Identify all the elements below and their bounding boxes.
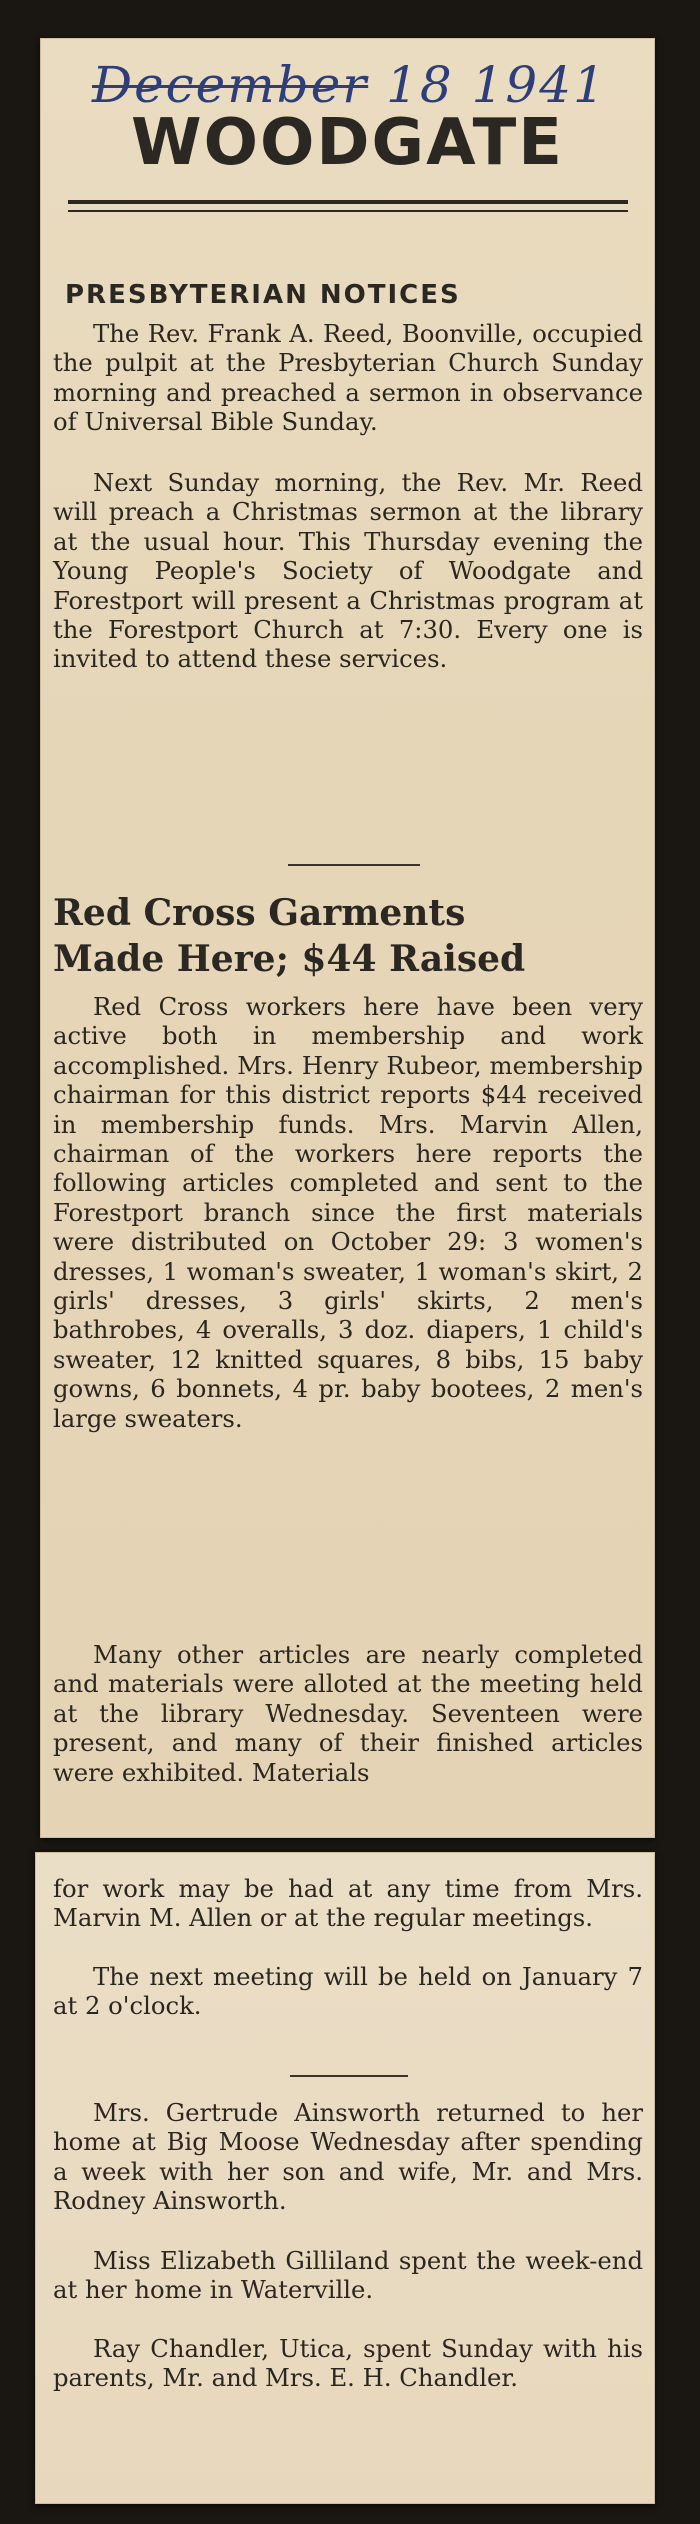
struck-month: December [92,56,369,114]
clipping-top [40,38,655,1838]
headline-line-2: Made Here; $44 Raised [53,938,526,980]
article-divider [288,864,420,866]
headline-line-1: Red Cross Garments [53,892,466,934]
presbyterian-paragraph-2: Next Sunday morning, the Rev. Mr. Reed will preach a Christmas sermon at the library at the usual hour. This Thursday evening the Young People's Society of Woodgate and Forestport will present a Christmas program at the Forestport Church at 7:30. Every one is invited to attend these services. [53,468,643,674]
masthead-rule-top [68,200,628,204]
personals-paragraph-1: Mrs. Gertrude Ainsworth returned to her home at Big Moose Wednesday after spending a week with her son and wife, Mr. and Mrs. Rodney Ainsworth. [53,2098,643,2216]
clipping-bottom [35,1852,655,2504]
article-divider-2 [290,2075,408,2077]
red-cross-paragraph-3: The next meeting will be held on January 7 at 2 o'clock. [53,1962,643,2021]
red-cross-paragraph-2: Many other articles are nearly completed and materials were alloted at the meeting held at the library Wednesday. Seventeen were present, and many of their finished articles were exhibited. Materials [53,1640,643,1787]
headline-red-cross [53,890,525,982]
date-text: 18 1941 [386,56,607,114]
red-cross-paragraph-1: Red Cross workers here have been very active both in membership and work accomplished. Mrs. Henry Rubeor, membership chairman for this district reports $44 received in membership funds. Mrs. Marvin Allen, chairman of the workers here reports the following articles completed and sent to the Forestport branch since the first materials were distributed on October 29: 3 women's dresses, 1 woman's sweater, 1 woman's skirt, 2 girls' dresses, 3 girls' skirts, 2 men's bathrobes, 4 overalls, 3 doz. diapers, 1 child's sweater, 12 knitted squares, 8 bibs, 15 baby gowns, 6 bonnets, 4 pr. baby bootees, 2 men's large sweaters. [53,992,643,1433]
presbyterian-paragraph-1: The Rev. Frank A. Reed, Boonville, occupied the pulpit at the Presbyterian Church Sunday morning and preached a sermon in observance of Universal Bible Sunday. [53,319,643,437]
personals-paragraph-3: Ray Chandler, Utica, spent Sunday with his parents, Mr. and Mrs. E. H. Chandler. [53,2334,643,2393]
personals-paragraph-2: Miss Elizabeth Gilliland spent the week-end at her home in Waterville. [53,2246,643,2305]
masthead: WOODGATE [131,106,564,180]
red-cross-paragraph-2-continued: for work may be had at any time from Mrs. Marvin M. Allen or at the regular meetings. [53,1874,643,1933]
masthead-rule-bottom [68,210,628,212]
section-heading-presbyterian: PRESBYTERIAN NOTICES [65,280,461,310]
